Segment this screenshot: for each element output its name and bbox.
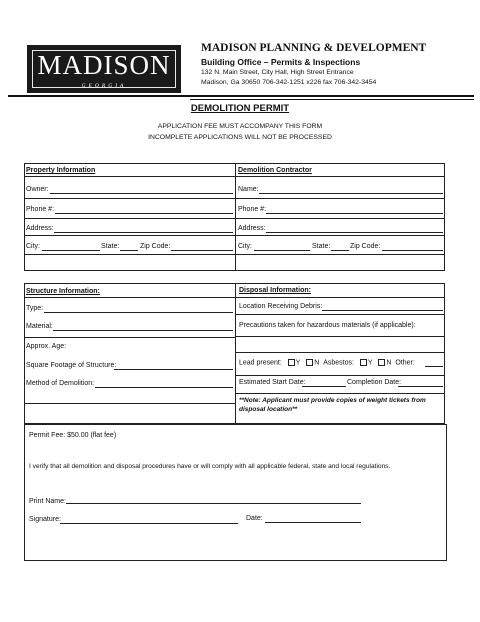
property-zip-field[interactable]: [171, 250, 233, 251]
property-phone-field[interactable]: [55, 213, 233, 214]
date-field[interactable]: [265, 522, 361, 523]
logo-text: MADISON: [37, 50, 171, 80]
lead-asbestos-row: [239, 359, 415, 366]
sqft-field[interactable]: [114, 369, 233, 370]
completion-date-label: Completion Date:: [347, 379, 402, 386]
lead-no-checkbox[interactable]: [306, 359, 313, 366]
contractor-zip-label: Zip Code:: [350, 243, 381, 250]
contractor-name-label: Name:: [238, 186, 259, 193]
asbestos-no-label: N: [386, 359, 392, 367]
signature-field[interactable]: [60, 523, 238, 524]
organization-name: MADISON PLANNING & DEVELOPMENT: [201, 42, 427, 54]
material-field[interactable]: [53, 330, 233, 331]
header-rule: [8, 95, 474, 97]
property-zip-label: Zip Code:: [140, 243, 171, 250]
other-field[interactable]: [425, 366, 443, 367]
weight-ticket-note: **Note: Applicant must provide copies of weight tickets from disposal location**: [239, 397, 426, 413]
lead-label: Lead present:: [239, 359, 282, 367]
contractor-state-label: State:: [312, 243, 331, 250]
start-date-field[interactable]: [302, 386, 346, 387]
age-label: Approx. Age:: [26, 343, 67, 350]
property-city-label: City:: [26, 243, 40, 250]
material-label: Material:: [26, 323, 53, 330]
contractor-phone-field[interactable]: [266, 213, 443, 214]
contractor-city-label: City:: [238, 243, 252, 250]
contractor-zip-field[interactable]: [382, 250, 443, 251]
property-phone-label: Phone #:: [26, 206, 55, 213]
type-label: Type:: [26, 305, 44, 312]
header-rule-short: [190, 99, 474, 100]
office-name: Building Office – Permits & Inspections: [201, 57, 361, 67]
start-date-label: Estimated Start Date:: [239, 379, 306, 386]
method-label: Method of Demolition:: [26, 380, 95, 387]
property-heading: Property Information: [26, 167, 96, 174]
permit-section: [24, 424, 447, 561]
contractor-heading: Demolition Contractor: [238, 167, 312, 174]
asbestos-yes-checkbox[interactable]: [360, 359, 367, 366]
property-address-field[interactable]: [54, 232, 233, 233]
print-name-field[interactable]: [66, 503, 361, 504]
office-address: 132 N. Main Street, City Hall, High Street Entrance: [201, 69, 354, 76]
precautions-label: Precautions taken for hazardous materials (if applicable):: [239, 322, 416, 329]
sqft-label: Square Footage of Structure:: [26, 362, 117, 369]
other-label: Other:: [395, 359, 415, 367]
property-address-label: Address:: [26, 225, 54, 232]
incomplete-notice: INCOMPLETE APPLICATIONS WILL NOT BE PROCESSED: [148, 134, 332, 141]
contractor-address-label: Address:: [238, 225, 266, 232]
owner-field[interactable]: [50, 193, 233, 194]
print-name-label: Print Name:: [29, 498, 66, 505]
asbestos-no-checkbox[interactable]: [378, 359, 385, 366]
location-label: Location Receiving Debris:: [239, 303, 323, 310]
property-city-field[interactable]: [42, 250, 100, 251]
asbestos-yes-label: Y: [367, 359, 373, 367]
property-state-label: State:: [101, 243, 120, 250]
contractor-state-field[interactable]: [331, 250, 349, 251]
location-field[interactable]: [322, 310, 443, 311]
structure-heading: Structure Information:: [26, 288, 100, 295]
logo-subtext: GEORGIA: [81, 83, 127, 89]
date-label: Date:: [246, 515, 263, 522]
permit-fee: Permit Fee: $50.00 (flat fee): [29, 432, 117, 439]
method-field[interactable]: [95, 387, 233, 388]
contractor-name-field[interactable]: [259, 193, 443, 194]
lead-yes-checkbox[interactable]: [288, 359, 295, 366]
contractor-address-field[interactable]: [266, 232, 443, 233]
property-state-field[interactable]: [120, 250, 138, 251]
disposal-heading: Disposal Information:: [239, 287, 311, 294]
office-contact: Madison, Ga 30650 706-342-1251 x226 fax 706-342-3454: [201, 79, 377, 86]
madison-logo: [27, 45, 181, 93]
form-title: DEMOLITION PERMIT: [190, 103, 290, 114]
contractor-city-field[interactable]: [254, 250, 310, 251]
owner-label: Owner:: [26, 186, 49, 193]
completion-date-field[interactable]: [398, 386, 443, 387]
compliance-statement: I verify that all demolition and disposal procedures have or will comply with all applicable federal, state and local regulations.: [29, 463, 391, 470]
fee-notice: APPLICATION FEE MUST ACCOMPANY THIS FORM: [157, 123, 323, 130]
asbestos-label: Asbestos:: [323, 359, 354, 367]
type-field[interactable]: [44, 312, 233, 313]
lead-no-label: N: [314, 359, 320, 367]
signature-label: Signature:: [29, 516, 61, 523]
lead-yes-label: Y: [295, 359, 301, 367]
contractor-phone-label: Phone #:: [238, 206, 267, 213]
